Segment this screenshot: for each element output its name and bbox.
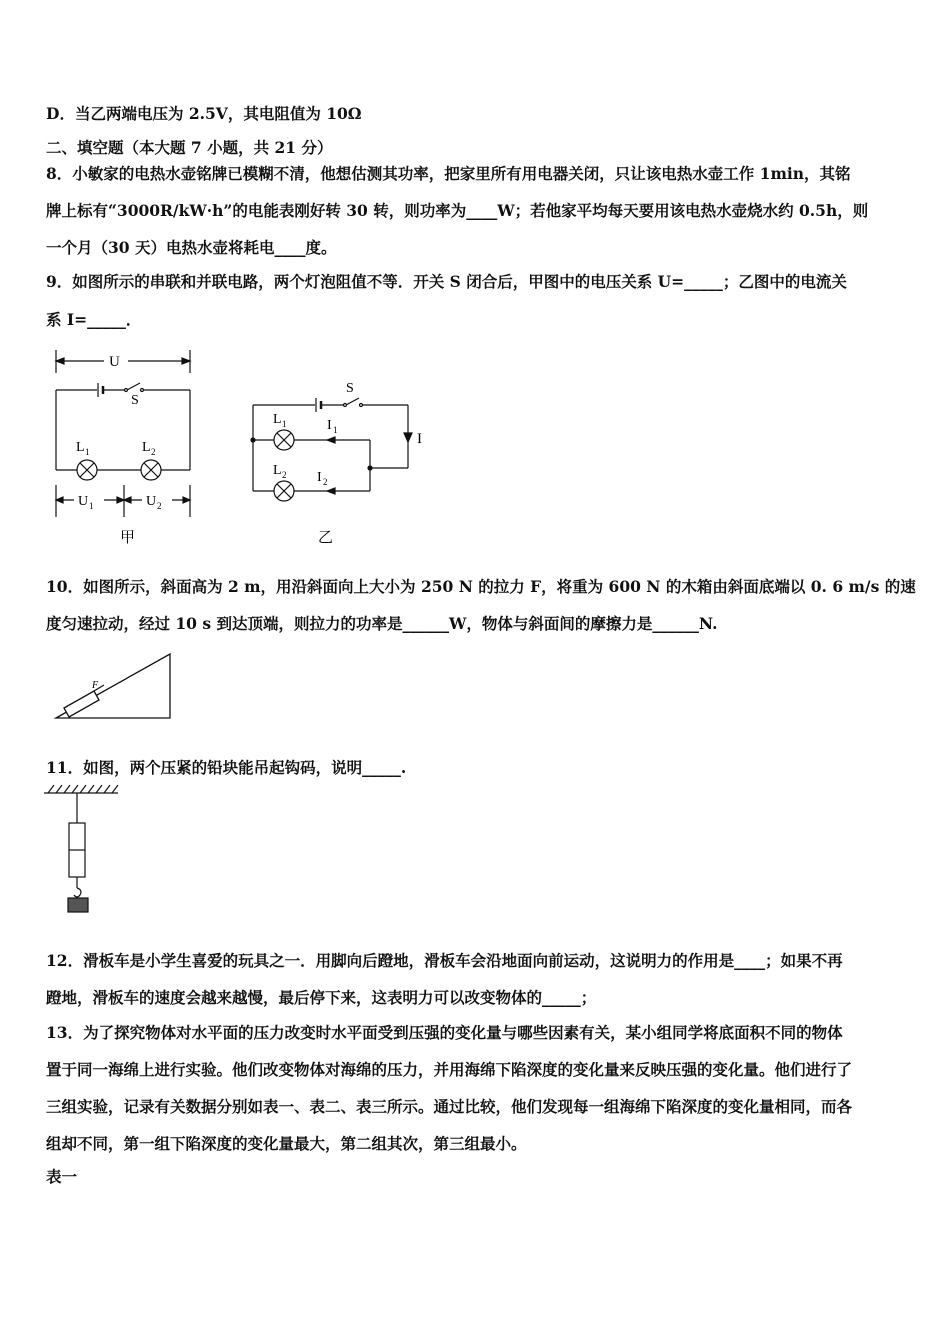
table-1-title: 表一 [46, 1167, 78, 1186]
q13-line3: 三组实验，记录有关数据分别如表一、表二、表三所示。通过比较，他们发现每一组海绵下陷深度的变化量相同，而各 [46, 1097, 853, 1116]
q10-line2: 度匀速拉动，经过 10 s 到达顶端，则拉力的功率是______W，物体与斜面间的摩擦力是______N. [46, 614, 718, 633]
q13-line1: 13．为了探究物体对水平面的压力改变时水平面受到压强的变化量与哪些因素有关，某小组同学将底面积不同的物体 [46, 1023, 843, 1042]
q13-line4: 组却不同，第一组下陷深度的变化量最大，第二组其次，第三组最小。 [46, 1134, 527, 1153]
label-u2: U [146, 494, 157, 509]
q13-line2: 置于同一海绵上进行实验。他们改变物体对海绵的压力，并用海绵下陷深度的变化量来反映压强的变化量。他们进行了 [46, 1060, 853, 1079]
label-i2-sub: 2 [323, 477, 328, 487]
q8-line1: 8．小敏家的电热水壶铭牌已模糊不清，他想估测其功率，把家里所有用电器关闭，只让该电热水壶工作 1min，其铭 [46, 164, 851, 183]
label-i1-sub: 1 [333, 425, 338, 435]
label-i: I [417, 431, 422, 447]
lead-blocks-diagram [42, 783, 122, 923]
label-l2: L [142, 440, 151, 455]
parallel-circuit-diagram [245, 375, 435, 550]
label-u1-sub: 1 [89, 501, 94, 511]
label-u1: U [78, 494, 89, 509]
q12-line1: 12．滑板车是小学生喜爱的玩具之一．用脚向后蹬地，滑板车会沿地面向前运动，这说明力的作用是____；如果不再 [46, 951, 843, 970]
q8-line3: 一个月（30 天）电热水壶将耗电____度。 [46, 238, 337, 257]
caption-jia: 甲 [120, 530, 136, 546]
label-i2: I [317, 470, 322, 485]
q8-line2: 牌上标有“3000R/kW·h”的电能表刚好转 30 转，则功率为____W；若他家平均每天要用该电热水壶烧水约 0.5h，则 [46, 201, 869, 220]
q12-line2: 蹬地，滑板车的速度会越来越慢，最后停下来，这表明力可以改变物体的_____； [46, 988, 597, 1007]
label-l2-sub: 2 [151, 447, 156, 457]
option-d: D．当乙两端电压为 2.5V，其电阻值为 10Ω [46, 104, 362, 123]
label-l2: L [273, 463, 282, 478]
label-f: F [92, 680, 99, 691]
label-l2-sub: 2 [282, 470, 287, 480]
caption-yi: 乙 [318, 530, 334, 546]
label-s: S [346, 381, 354, 396]
label-l1: L [76, 440, 85, 455]
label-l1: L [273, 412, 282, 427]
q11: 11．如图，两个压紧的铅块能吊起钩码，说明_____. [46, 758, 407, 777]
q10-line1: 10．如图所示，斜面高为 2 m，用沿斜面向上大小为 250 N 的拉力 F，将重为 600 N 的木箱由斜面底端以 0. 6 m/s 的速 [46, 577, 916, 596]
label-l1-sub: 1 [85, 447, 90, 457]
label-l1-sub: 1 [282, 419, 287, 429]
label-s: S [131, 393, 139, 408]
series-circuit-diagram [48, 345, 208, 550]
section-heading: 二、填空题（本大题 7 小题，共 21 分） [46, 138, 333, 157]
label-u2-sub: 2 [157, 501, 162, 511]
label-i1: I [327, 418, 332, 433]
incline-diagram [52, 648, 177, 723]
q9-line2: 系 I=_____． [46, 310, 142, 329]
label-u: U [109, 354, 120, 370]
q9-line1: 9．如图所示的串联和并联电路，两个灯泡阻值不等．开关 S 闭合后，甲图中的电压关系 U=_____；乙图中的电流关 [46, 272, 847, 291]
